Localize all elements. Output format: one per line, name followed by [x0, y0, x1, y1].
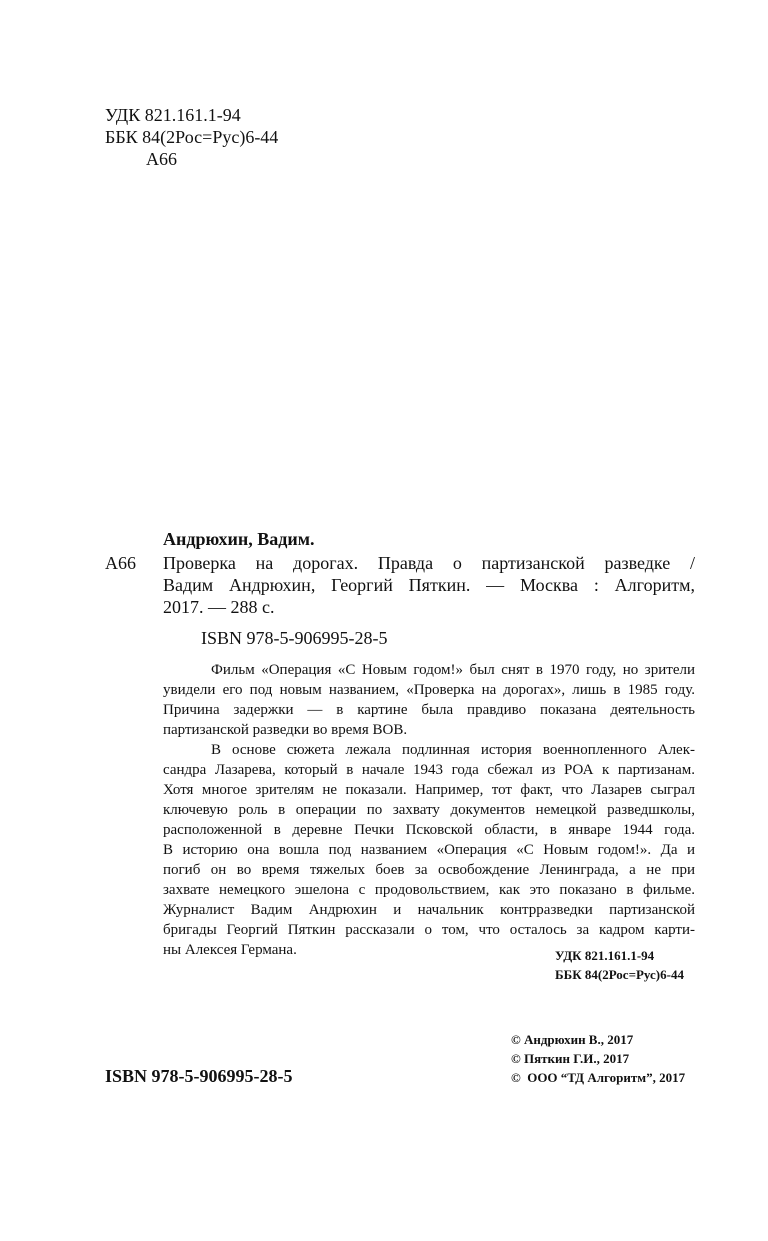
annotation-line: погиб он во время тяжелых боев за освобождение Ленинграда, а не при: [163, 862, 695, 878]
header-udk: УДК 821.161.1-94: [105, 105, 241, 125]
entry-title-line: 2017. — 288 с.: [163, 597, 275, 617]
copyright-line: © Пяткин Г.И., 2017: [511, 1051, 630, 1066]
annotation-line: Журналист Вадим Андрюхин и начальник контрразведки партизанской: [163, 902, 695, 918]
entry-margin-code: А66: [105, 553, 136, 573]
annotation-line: расположенной в деревне Печки Псковской области, в январе 1944 года.: [163, 822, 695, 838]
classification-bbk: ББК 84(2Рос=Рус)6-44: [555, 967, 684, 982]
entry-title-line: Проверка на дорогах. Правда о партизанской разведке /: [163, 553, 695, 573]
annotation-line: В историю она вошла под названием «Операция «С Новым годом!». Да и: [163, 842, 695, 858]
classification-block: [555, 946, 684, 984]
copyright-line: © Андрюхин В., 2017: [511, 1032, 634, 1047]
entry-title-block: [163, 552, 695, 618]
annotation-line: Хотя многое зрителям не показали. Например, тот факт, что Лазарев сыграл: [163, 782, 695, 798]
annotation-line: партизанской разведки во время ВОВ.: [163, 722, 408, 738]
annotation-line: захвате немецкого эшелона с продовольствием, как это показано в фильме.: [163, 882, 695, 898]
entry-isbn: ISBN 978-5-906995-28-5: [201, 628, 388, 648]
annotation-line: Фильм «Операция «С Новым годом!» был снят в 1970 году, но зрители: [211, 662, 695, 678]
annotation-line: ны Алексея Германа.: [163, 942, 297, 958]
annotation: [163, 660, 695, 960]
annotation-line: бригады Георгий Пяткин рассказали о том, что осталось за кадром карти-: [163, 922, 695, 938]
entry-title-line: Вадим Андрюхин, Георгий Пяткин. — Москва : Алгоритм,: [163, 575, 695, 595]
copyright-line: © ООО “ТД Алгоритм”, 2017: [511, 1070, 686, 1085]
copyright-block: [511, 1030, 685, 1087]
annotation-line: Причина задержки — в картине была правдиво показана деятельность: [163, 702, 695, 718]
header-bbk: ББК 84(2Рос=Рус)6-44: [105, 127, 279, 147]
header-classification: [105, 104, 278, 170]
header-code: А66: [146, 149, 177, 169]
footer-isbn: ISBN 978-5-906995-28-5: [105, 1066, 293, 1086]
annotation-line: увидели его под новым названием, «Проверка на дорогах», лишь в 1985 году.: [163, 682, 695, 698]
classification-udk: УДК 821.161.1-94: [555, 948, 655, 963]
annotation-line: В основе сюжета лежала подлинная история военнопленного Алек-: [211, 742, 695, 758]
annotation-line: ключевую роль в операции по захвату документов немецкой разведшколы,: [163, 802, 695, 818]
annotation-line: сандра Лазарева, который в начале 1943 года сбежал из РОА к партизанам.: [163, 762, 695, 778]
entry-author: Андрюхин, Вадим.: [163, 529, 315, 549]
